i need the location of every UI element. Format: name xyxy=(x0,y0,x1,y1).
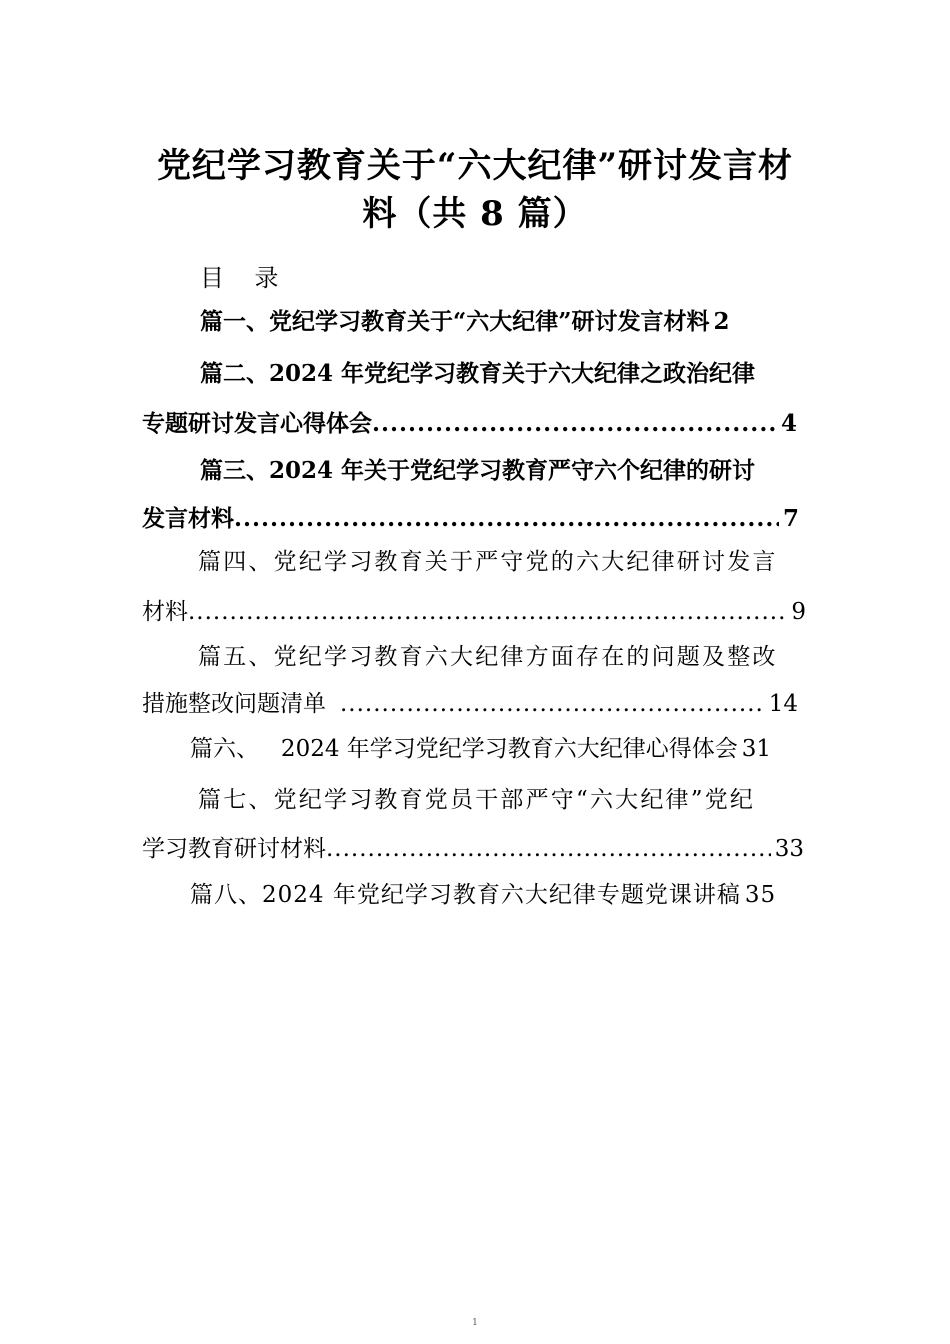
toc-entry-2-line-2[interactable] xyxy=(142,408,797,440)
toc-entry-3-line-1[interactable] xyxy=(200,455,810,487)
toc-entry-7-line-1[interactable] xyxy=(198,784,808,816)
toc-entry-1[interactable] xyxy=(200,306,810,338)
document-title xyxy=(110,142,840,238)
toc-entry-text: 篇六、 2024 年学习党纪学习教育六大纪律心得体会 xyxy=(190,736,738,762)
toc-page-number: 33 xyxy=(774,836,804,862)
toc-entry-5-line-2[interactable] xyxy=(142,688,798,720)
toc-entry-text: 篇八、2024 年党纪学习教育六大纪律专题党课讲稿 xyxy=(190,882,741,908)
toc-entry-text: 措施整改问题清单 xyxy=(142,691,326,717)
toc-page-number: 35 xyxy=(744,882,777,908)
toc-leader-dots xyxy=(372,408,777,440)
toc-entry-text: 篇三、2024 年关于党纪学习教育严守六个纪律的研讨 xyxy=(200,457,756,484)
toc-entry-4-line-1[interactable] xyxy=(198,546,808,578)
toc-page-number: 31 xyxy=(741,736,772,762)
toc-page-number: 9 xyxy=(791,599,806,625)
title-line-2: 料（共 8 篇） xyxy=(362,194,588,234)
toc-leader-dots xyxy=(188,596,787,628)
toc-leader-dots xyxy=(234,503,779,535)
toc-entry-2-line-1[interactable] xyxy=(200,358,810,390)
toc-page-number: 2 xyxy=(713,308,730,335)
toc-entry-5-line-1[interactable] xyxy=(198,641,808,673)
toc-leader-dots xyxy=(326,833,771,865)
toc-page-number: 14 xyxy=(768,691,798,717)
title-line-1: 党纪学习教育关于“六大纪律”研讨发言材 xyxy=(156,146,794,186)
toc-entry-text: 学习教育研讨材料 xyxy=(142,836,326,862)
toc-entry-text: 篇七、党纪学习教育党员干部严守“六大纪律”党纪 xyxy=(198,787,756,813)
toc-entry-text: 篇一、党纪学习教育关于“六大纪律”研讨发言材料 xyxy=(200,308,710,335)
toc-entry-3-line-2[interactable] xyxy=(142,503,799,535)
toc-heading: 目 录 xyxy=(200,264,279,292)
toc-entry-8[interactable] xyxy=(190,879,810,911)
toc-entry-text: 篇二、2024 年党纪学习教育关于六大纪律之政治纪律 xyxy=(200,360,756,387)
footer-page-number: 1 xyxy=(472,1318,478,1328)
toc-page-number: 7 xyxy=(782,505,799,532)
toc-entry-text: 专题研讨发言心得体会 xyxy=(142,410,372,437)
toc-entry-text: 发言材料 xyxy=(142,505,234,532)
toc-entry-7-line-2[interactable] xyxy=(142,833,804,865)
toc-page-number: 4 xyxy=(780,410,797,437)
toc-entry-4-line-2[interactable] xyxy=(142,596,806,628)
toc-entry-text: 篇五、党纪学习教育六大纪律方面存在的问题及整改 xyxy=(198,644,778,670)
toc-entry-text: 材料 xyxy=(142,599,188,625)
toc-entry-text: 篇四、党纪学习教育关于严守党的六大纪律研讨发言 xyxy=(198,549,778,575)
toc-entry-6[interactable] xyxy=(190,733,810,765)
toc-leader-dots xyxy=(340,688,765,720)
